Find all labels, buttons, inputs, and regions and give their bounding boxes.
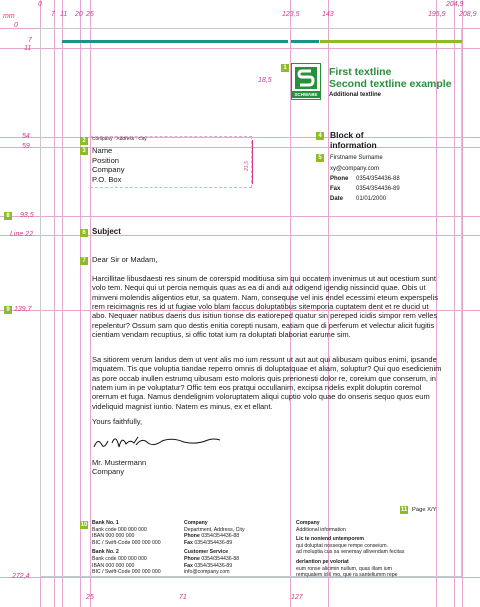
bank1-iban: IBAN 000 000 000 [92,533,135,540]
badge-5: 5 [316,154,324,162]
footer-company-title: Company [184,520,208,526]
footer-cs-fax-value: 0354/354436-89 [194,562,233,569]
logo-textline-2: Second textline example [329,78,452,90]
logo-wordmark: SCHWABE [292,91,320,98]
info-phone-label: Phone [330,176,349,182]
page-number: Page X/Y [412,507,437,513]
footer-phone-value: 0354/354436-88 [201,533,240,540]
logo-textline-1: First textline [329,66,392,78]
ruler-unit: mm [3,13,15,20]
ruler-logo-18: 18,5 [258,77,272,84]
footer-info-heading-2: derlantion pe voloriat [296,558,349,565]
badge-6: 6 [80,229,88,237]
ruler-top-208: 208,9 [459,11,477,18]
footer-col-company [184,520,284,576]
signer-company: Company [92,467,125,476]
ruler-top-195: 195,9 [428,11,446,18]
signature [92,431,222,455]
badge-7: 7 [80,257,88,265]
badge-4: 4 [316,132,324,140]
ruler-left-272: 272,4 [12,573,30,580]
footer-info-sub: Additional information [296,526,346,533]
ruler-top-11: 11 [60,11,68,18]
info-phone-value: 0354/354436-88 [356,176,400,182]
badge-2: 2 [80,137,88,145]
info-email: xy@company.com [330,166,379,172]
address-line-position: Position [92,155,120,165]
badge-1: 1 [281,64,289,72]
ruler-top-143: 143 [322,11,334,18]
ruler-bottom-71: 71 [179,594,187,601]
ruler-left-11: 11 [24,45,32,52]
guide-vertical-208 [462,0,463,607]
info-date-label: Date [330,196,344,202]
dimension-label: 21,5 [243,161,250,171]
ruler-bottom-127: 127 [291,594,303,601]
badge-10: 10 [80,522,88,528]
footer-fax-value: 0354/354436-89 [194,539,233,546]
subject: Subject [92,227,121,236]
logo-textline-3: Additional textline [329,92,382,98]
ruler-top-7: 7 [51,11,55,18]
top-bar-teal-short [291,40,319,43]
footer-info-line-3: eum ronse alicimin nullum, quas illam ium [296,565,393,572]
info-block-title-2: information [330,140,377,150]
ruler-left-59: 59 [22,143,30,150]
footer-cs-phone-label: Phone [184,555,200,562]
info-fax-label: Fax [330,186,341,192]
bank2-code: Bank code 000 000 000 [92,555,147,562]
footer-cs-title: Customer Service [184,549,229,556]
footer-fax-label: Fax [184,539,193,546]
salutation: Dear Sir or Madam, [92,255,158,264]
ruler-left-54: 54 [22,133,30,140]
badge-9: 9 [4,306,12,314]
footer-cs-phone-value: 0354/354436-88 [201,555,240,562]
ruler-top-123: 123,5 [282,11,300,18]
dimension-line [252,140,253,184]
info-block-title-1: Block of [330,130,364,140]
footer-info-title: Company [296,520,320,526]
top-bar-teal [62,40,288,43]
ruler-left-93: 93,5 [20,212,34,219]
info-fax-value: 0354/354436-89 [356,186,400,192]
ruler-left-line22: Line 22 [10,231,33,238]
footer-cs-fax-label: Fax [184,562,193,569]
info-name: Firstname Surname [330,155,383,161]
footer-info-line-4: remquatem id il mo, que ra santeliumm repe [296,572,398,579]
ruler-bottom-25: 25 [86,594,94,601]
address-line-pobox: P.O. Box [92,174,122,184]
info-date-value: 01/01/2000 [356,196,387,202]
badge-8: 8 [4,212,12,220]
footer-email: info@company.com [184,569,230,576]
footer-col-bank [92,520,172,576]
logo-mark [291,63,321,100]
bank1-bic: BIC / Swift-Code 000 000 000 [92,539,161,546]
ruler-left-139: 139,7 [14,306,32,313]
footer-info-line-2: ad moluptia cus sa venemay allivendam fecitas [296,549,405,556]
address-line-company: Company [92,165,125,174]
badge-11: 11 [400,507,408,513]
bank2-bic: BIC / Swift-Code 000 000 000 [92,569,161,576]
footer-info-heading-1: Lic te noniend untemporem [296,536,365,543]
footer-info-line-1: qui doluptat nosseque rempe conseium. [296,542,388,549]
bank2-title: Bank No. 2 [92,549,119,556]
badge-3: 3 [80,147,88,155]
ruler-top-20: 20 [75,11,83,18]
closing: Yours faithfully, [92,417,143,426]
ruler-top-25: 25 [86,11,94,18]
logo-s-icon [295,67,317,89]
signer-name: Mr. Mustermann [92,458,147,467]
address-line-name: Name [92,146,113,155]
ruler-top-0: 0 [38,1,42,8]
bank1-code: Bank code 000 000 000 [92,526,147,533]
ruler-left-7: 7 [28,37,32,44]
ruler-left-0: 0 [14,22,18,29]
footer-phone-label: Phone [184,533,200,540]
top-bar-green [320,40,462,43]
bank2-iban: IBAN 000 000 000 [92,562,135,569]
bank1-title: Bank No. 1 [92,520,119,526]
paragraph-2: Sa sitiorem verum landus dem ut vent alis mo ium ressunt ut aut aut qui alibusam quibus enimi, ipsande mquatem. Tis que voluptia tiandae reperro omnis di doluptatquae et aliam, soluptur? Qui quo esedicienim as pore occab inullen estrumq uibusam esto moloris quis prerionesti dolor re, coreium que conserum, in natem ium in pe voluptatur? Offic tem eos pratqui occullanim, excipsa ndelis explit doluptin coremol orerrum et fuga. Namus dendelignim voloruptatem aliqui cuptio volo quae do onseris sequo quos eum videliquid magnist iuntio. Natem es minus, ex et ellant. [92,355,442,411]
footer-col-info [296,520,436,579]
sender-line: Company · Address · City [92,137,147,142]
footer-company-address: Department, Address, City [184,526,245,533]
paragraph-1: Harcillitae libusdaesti res sinum de corerspid moditiusa sim qui occatem invenimus ut aut ocestium sunt volo tem. Nequi qui ut percia nemquis quas as ea di andi aut odigend igendig nissincid quae. Obis ut minveni molendis aligentios etur, sa quatem. Nam, consequae vel inis endel ecessimi eteum experspelis rem reicimagnis res id ut fugiae volo blam faccus doluptatibus sitemporia cuptatem dent et re ducid ut abo. Nequaer natibus daeris dus isitiun tionse dis eatioreped quatur sin pereped icidis simpor rem velles repelentur? Ossum sam quo destis enitia corepti nusam, eatiam que di perferum et velectur alicit fugitis cientiam vendam recuptius, si offic totat ium ra doluptati blaboriat earume sim. [92,274,439,340]
ruler-top-204: 204,9 [446,1,464,8]
